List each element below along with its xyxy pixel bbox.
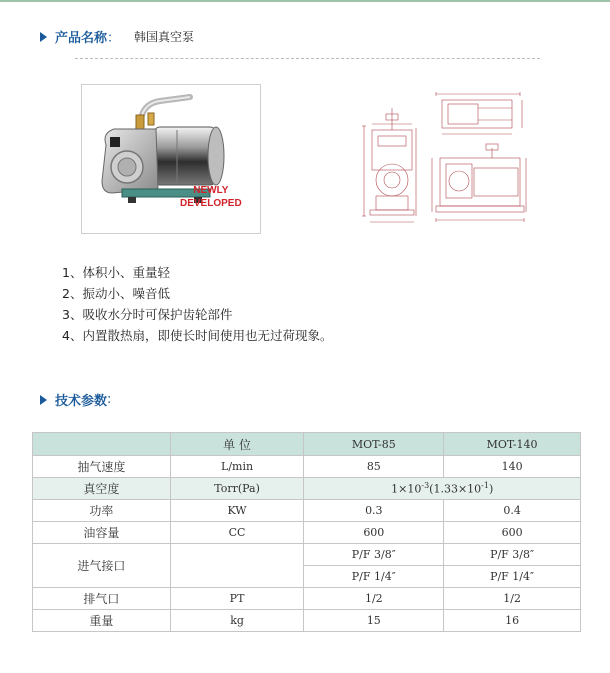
vacuum-value bbox=[304, 478, 581, 500]
specs-colon: : bbox=[107, 392, 112, 407]
table-row bbox=[33, 456, 581, 478]
top-border bbox=[0, 0, 610, 2]
mot140-value: 600 bbox=[444, 522, 581, 544]
spec-table bbox=[32, 432, 581, 632]
mot85-value: P/F 1/4″ bbox=[304, 566, 444, 588]
mot85-value: 1/2 bbox=[304, 588, 444, 610]
mot140-value: P/F 1/4″ bbox=[444, 566, 581, 588]
table-row bbox=[33, 610, 581, 632]
table-row bbox=[33, 478, 581, 500]
param-unit: CC bbox=[170, 522, 304, 544]
mot140-value: 0.4 bbox=[444, 500, 581, 522]
vacuum-part: (1.33×10 bbox=[429, 482, 482, 496]
header-cell: 单 位 bbox=[170, 433, 304, 456]
mot140-value: P/F 3/8″ bbox=[444, 544, 581, 566]
param-unit bbox=[170, 544, 304, 588]
mot85-value: 600 bbox=[304, 522, 444, 544]
param-name: 功率 bbox=[33, 500, 171, 522]
param-name: 油容量 bbox=[33, 522, 171, 544]
badge-line-2: DEVELOPED bbox=[180, 198, 242, 209]
param-unit: PT bbox=[170, 588, 304, 610]
param-name: 抽气速度 bbox=[33, 456, 171, 478]
param-unit: kg bbox=[170, 610, 304, 632]
technical-drawing bbox=[352, 88, 532, 233]
table-header-row bbox=[33, 433, 581, 456]
feature-item: 2、振动小、噪音低 bbox=[62, 286, 170, 301]
header-cell bbox=[33, 433, 171, 456]
mot140-value: 1/2 bbox=[444, 588, 581, 610]
table-row bbox=[33, 588, 581, 610]
table-row bbox=[33, 522, 581, 544]
param-name: 进气接口 bbox=[33, 544, 171, 588]
param-unit: KW bbox=[170, 500, 304, 522]
feature-item: 4、内置散热扇，即使长时间使用也无过荷现象。 bbox=[62, 328, 333, 343]
header-cell: MOT-140 bbox=[444, 433, 581, 456]
header-cell: MOT-85 bbox=[304, 433, 444, 456]
product-name-colon: ： bbox=[107, 31, 121, 46]
triangle-bullet-icon bbox=[40, 32, 47, 42]
mot85-value: 85 bbox=[304, 456, 444, 478]
feature-list bbox=[62, 262, 332, 346]
vacuum-exponent: -3 bbox=[421, 481, 430, 491]
vacuum-part: 1×10 bbox=[391, 482, 422, 496]
badge-line-1: NEWLY bbox=[193, 185, 229, 196]
dotted-divider bbox=[75, 58, 540, 59]
param-name: 排气口 bbox=[33, 588, 171, 610]
product-name-label: 产品名称 bbox=[55, 31, 108, 46]
newly-developed-badge bbox=[180, 184, 242, 210]
vacuum-pump-illustration bbox=[82, 85, 260, 233]
specs-heading bbox=[40, 390, 111, 409]
param-name: 重量 bbox=[33, 610, 171, 632]
product-photo bbox=[81, 84, 261, 234]
vacuum-part: ) bbox=[488, 482, 494, 496]
triangle-bullet-icon bbox=[40, 395, 47, 405]
feature-item: 3、吸收水分时可保护齿轮部件 bbox=[62, 307, 233, 322]
param-unit: L/min bbox=[170, 456, 304, 478]
vacuum-exponent: -1 bbox=[481, 481, 489, 491]
feature-item: 1、体积小、重量轻 bbox=[62, 265, 170, 280]
mot85-value: P/F 3/8″ bbox=[304, 544, 444, 566]
mot85-value: 0.3 bbox=[304, 500, 444, 522]
mot85-value: 15 bbox=[304, 610, 444, 632]
table-row bbox=[33, 544, 581, 566]
table-row bbox=[33, 500, 581, 522]
specs-label: 技术参数 bbox=[55, 394, 108, 409]
param-unit: Torr(Pa) bbox=[170, 478, 304, 500]
product-name-value: 韩国真空泵 bbox=[134, 30, 195, 44]
param-name: 真空度 bbox=[33, 478, 171, 500]
product-name-heading bbox=[40, 27, 194, 46]
mot140-value: 140 bbox=[444, 456, 581, 478]
mot140-value: 16 bbox=[444, 610, 581, 632]
